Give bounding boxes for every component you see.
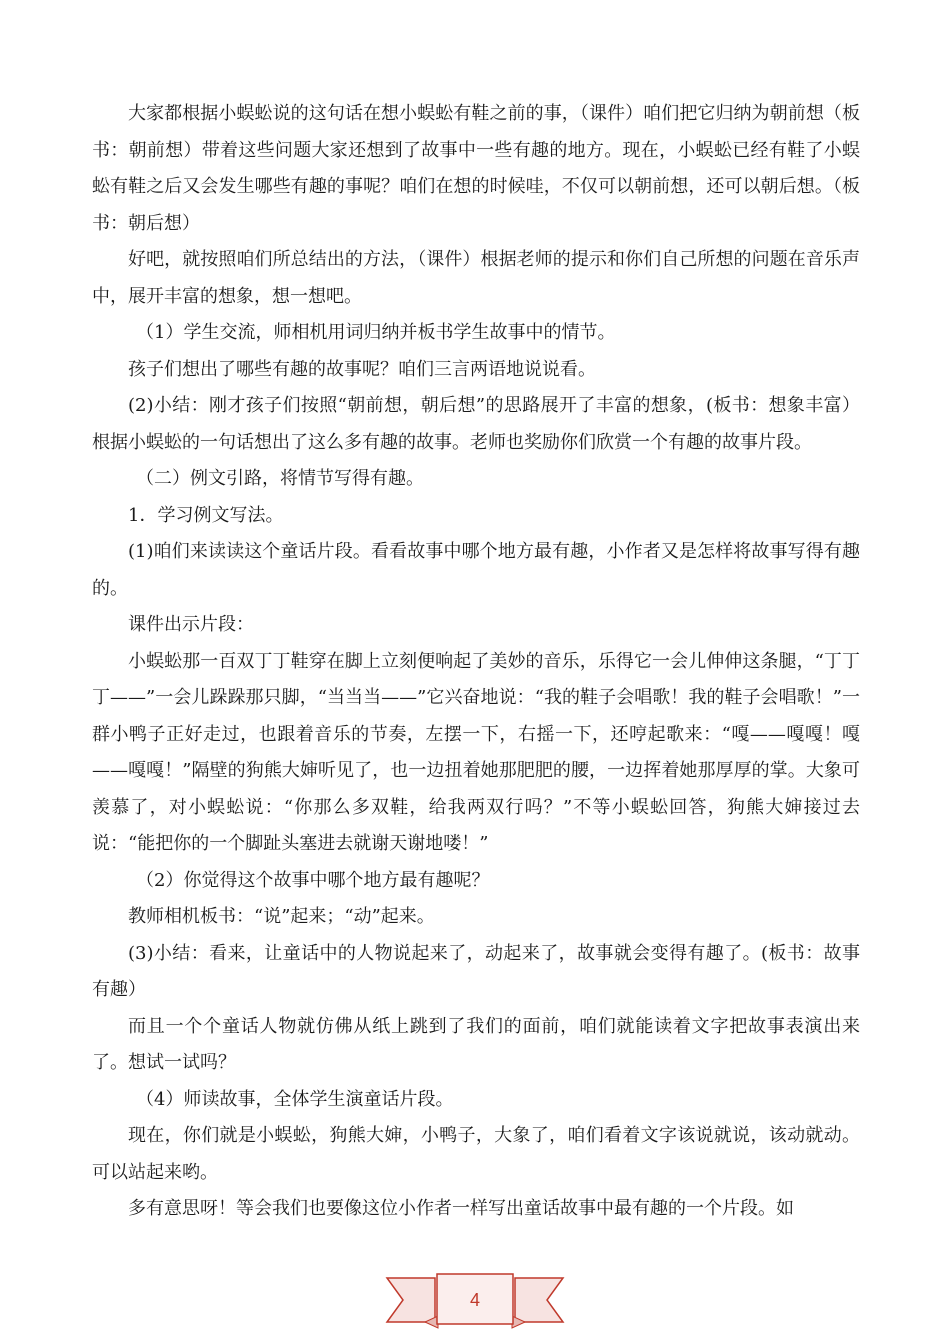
paragraph-2: 好吧，就按照咱们所总结出的方法，（课件）根据老师的提示和你们自己所想的问题在音乐声中，展开丰富的想象，想一想吧。 bbox=[92, 249, 860, 307]
paragraph-10: (3)小结：看来，让童话中的人物说起来了，动起来了，故事就会变得有趣了。(板书：故事有趣） bbox=[92, 942, 860, 1000]
paragraph-1: 大家都根据小蜈蚣说的这句话在想小蜈蚣有鞋之前的事，（课件）咱们把它归纳为朝前想（板书：朝前想）带着这些问题大家还想到了故事中一些有趣的地方。现在，小蜈蚣已经有鞋了小蜈蚣有鞋之后又会发生哪些有趣的事呢？咱们在想的时候哇，不仅可以朝前想，还可以朝后想。（板书：朝后想） bbox=[92, 103, 860, 234]
page-footer bbox=[0, 1270, 950, 1330]
paragraph-9: 教师相机板书：“说”起来；“动”起来。 bbox=[128, 906, 435, 927]
subheading-1: 1．学习例文写法。 bbox=[128, 504, 284, 526]
paragraph-6: (1)咱们来读读这个童话片段。看看故事中哪个地方最有趣，小作者又是怎样将故事写得有趣的。 bbox=[92, 541, 860, 599]
paragraph-7: 课件出示片段： bbox=[128, 614, 254, 635]
example-passage: 小蜈蚣那一百双丁丁鞋穿在脚上立刻便响起了美妙的音乐，乐得它一会儿伸伸这条腿，“丁丁丁——”一会儿跺跺那只脚，“当当当——”它兴奋地说：“我的鞋子会唱歌！我的鞋子会唱歌！”一群小鸭子正好走过，也跟着音乐的节奏，左摆一下，右摇一下，还哼起歌来：“嘎——嘎嘎！嘎——嘎嘎！”隔壁的狗熊大婶听见了，也一边扭着她那肥肥的腰，一边挥着她那厚厚的掌。大象可羡慕了，对小蜈蚣说：“你那么多双鞋，给我两双行吗？”不等小蜈蚣回答，狗熊大婶接过去说：“能把你的一个脚趾头塞进去就谢天谢地喽！” bbox=[92, 650, 860, 854]
paragraph-11: 而且一个个童话人物就仿佛从纸上跳到了我们的面前，咱们就能读着文字把故事表演出来了。想试一试吗？ bbox=[92, 1015, 860, 1073]
paragraph-12: （4）师读故事，全体学生演童话片段。 bbox=[136, 1088, 454, 1110]
paragraph-5: (2)小结：刚才孩子们按照“朝前想，朝后想”的思路展开了丰富的想象，(板书：想象丰富）根据小蜈蚣的一句话想出了这么多有趣的故事。老师也奖励你们欣赏一个有趣的故事片段。 bbox=[92, 395, 860, 453]
paragraph-3: （1）学生交流，师相机用词归纳并板书学生故事中的情节。 bbox=[136, 322, 616, 343]
section-heading-2: （二）例文引路，将情节写得有趣。 bbox=[136, 468, 424, 489]
paragraph-13: 现在，你们就是小蜈蚣，狗熊大婶，小鸭子，大象了，咱们看着文字该说就说，该动就动。可以站起来哟。 bbox=[92, 1125, 860, 1183]
paragraph-14: 多有意思呀！等会我们也要像这位小作者一样写出童话故事中最有趣的一个片段。如 bbox=[128, 1198, 794, 1219]
paragraph-8: （2）你觉得这个故事中哪个地方最有趣呢？ bbox=[136, 869, 490, 891]
paragraph-4: 孩子们想出了哪些有趣的故事呢？咱们三言两语地说说看。 bbox=[128, 358, 596, 380]
page-number: 4 bbox=[469, 1289, 480, 1310]
document-body bbox=[92, 96, 860, 1228]
